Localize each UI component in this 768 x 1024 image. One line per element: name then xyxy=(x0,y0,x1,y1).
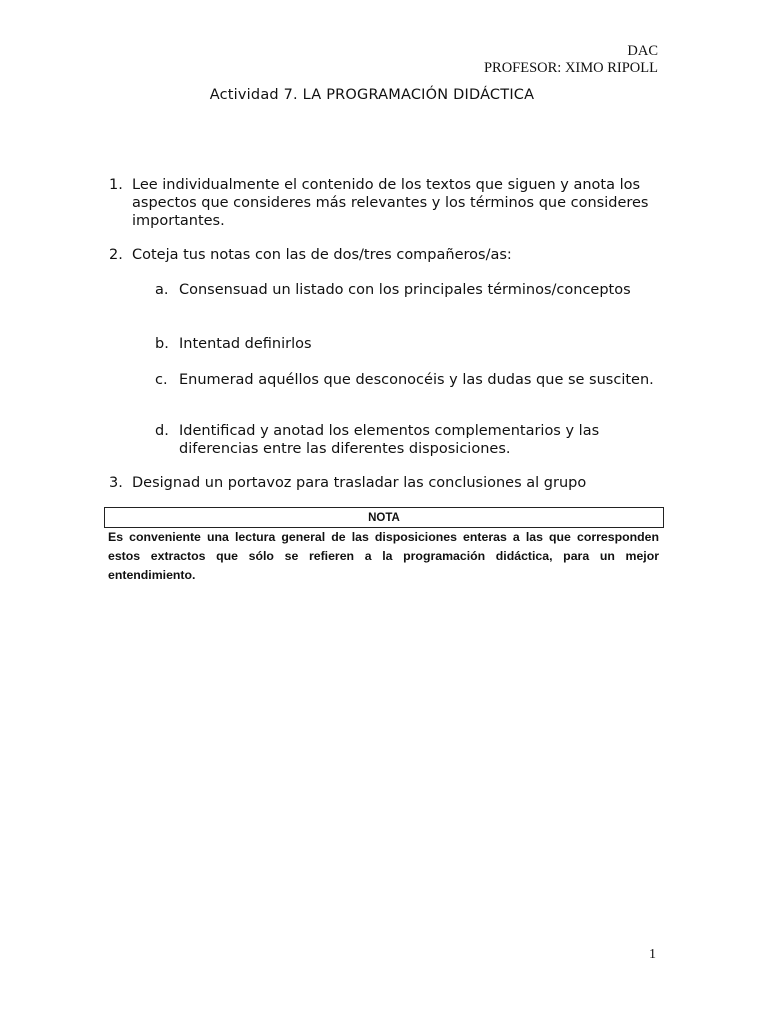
list-item-text: Coteja tus notas con las de dos/tres compañeros/as: xyxy=(132,247,512,263)
list-item-3 xyxy=(109,474,669,492)
sub-item-b xyxy=(155,335,655,353)
header-teacher: PROFESOR: XIMO RIPOLL xyxy=(483,60,658,76)
list-item-text: Designad un portavoz para trasladar las conclusiones al grupo xyxy=(132,475,587,491)
sub-item-text: Intentad definirlos xyxy=(179,336,312,352)
sub-item-letter: b. xyxy=(155,336,169,352)
page-title xyxy=(0,87,768,103)
list-item-number: 2. xyxy=(109,247,123,263)
sub-item-text: Consensuad un listado con los principales términos/conceptos xyxy=(179,282,631,298)
sub-item-text: Enumerad aquéllos que desconocéis y las dudas que se susciten. xyxy=(179,372,654,388)
document-header xyxy=(484,43,658,77)
sub-item-letter: c. xyxy=(155,372,168,388)
list-item-number: 1. xyxy=(109,177,123,193)
note-text: Es conveniente una lectura general de las disposiciones enteras a las que corresponden estos extractos que sólo se refieren a la programación didáctica, para un mejor entendimiento. xyxy=(108,530,659,582)
list-item-number: 3. xyxy=(109,475,123,491)
note-label: NOTA xyxy=(368,512,400,524)
sub-item-letter: a. xyxy=(155,282,169,298)
list-item-text: Lee individualmente el contenido de los textos que siguen y anota los aspectos que consideres más relevantes y los términos que consideres importantes. xyxy=(132,177,649,229)
sub-item-letter: d. xyxy=(155,423,169,439)
note-heading-box xyxy=(104,507,664,528)
list-item-1 xyxy=(109,176,669,230)
page-title-text: Actividad 7. LA PROGRAMACIÓN DIDÁCTICA xyxy=(209,87,535,103)
sub-item-a xyxy=(155,281,655,299)
page-number: 1 xyxy=(649,947,656,962)
sub-item-d xyxy=(155,422,655,458)
sub-item-c xyxy=(155,371,655,389)
sub-item-text: Identificad y anotad los elementos complementarios y las diferencias entre las diferentes disposiciones. xyxy=(179,423,600,457)
list-item-2 xyxy=(109,246,669,264)
header-course: DAC xyxy=(627,43,658,59)
